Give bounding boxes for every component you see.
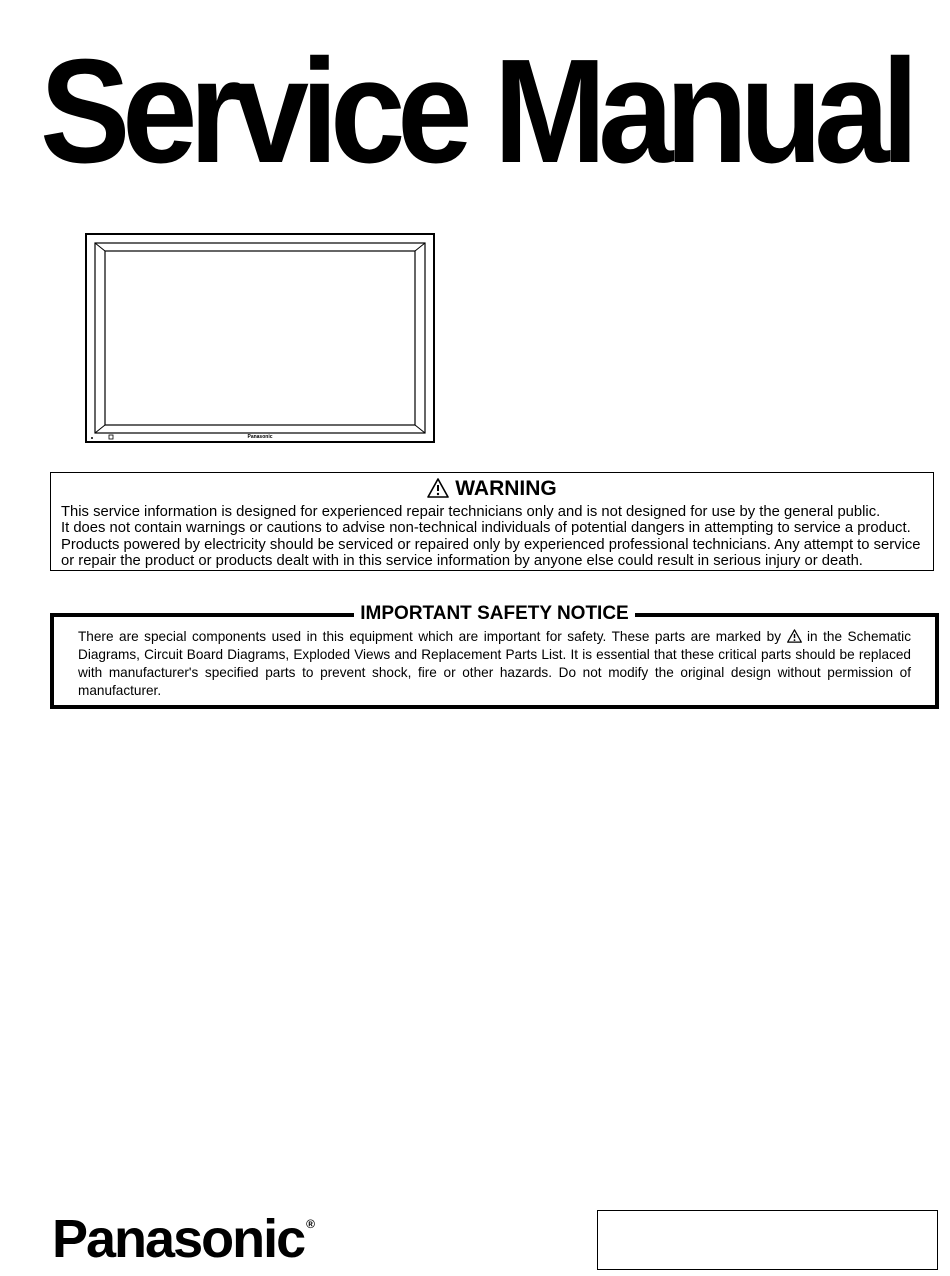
- brand-logo: [52, 1209, 315, 1269]
- warning-line: Products powered by electricity should be serviced or repaired only by experienced professional technicians. Any attempt to service: [61, 536, 921, 553]
- registered-mark: ®: [306, 1217, 315, 1231]
- display-bezel: [95, 243, 425, 433]
- safety-notice-box: [50, 603, 939, 709]
- display-brand-mark: Panasonic: [247, 434, 273, 440]
- model-number-box: [597, 1210, 938, 1270]
- warning-line: or repair the product or products dealt with in this service information by anyone else could result in serious injury or death.: [61, 553, 863, 570]
- display-screen: [105, 251, 415, 425]
- warning-line: It does not contain warnings or cautions to advise non-technical individuals of potential dangers in attempting to service a product.: [61, 520, 911, 537]
- power-button: [109, 435, 113, 439]
- warning-line: This service information is designed for experienced repair technicians only and is not designed for use by the general public.: [61, 504, 881, 520]
- plasma-display-illustration: [85, 233, 435, 443]
- safety-text-part-1: There are special components used in this equipment which are important for safety. These parts are marked by: [78, 629, 781, 644]
- warning-triangle-icon: [787, 629, 802, 643]
- safety-text-part-2: in the Schematic Diagrams, Circuit Board Diagrams, Exploded Views and Replacement Parts List. It is essential that these critical parts should be replaced with manufacturer's specified parts to prevent shock, fire or other hazards. Do not modify the original design without permission of manufacturer.: [78, 629, 911, 698]
- warning-triangle-icon: [427, 478, 449, 498]
- safety-notice-text: [78, 628, 911, 700]
- warning-text: [61, 504, 927, 570]
- document-title: Service Manual: [40, 29, 911, 194]
- warning-box: [50, 472, 934, 571]
- power-indicator: [91, 437, 93, 439]
- warning-heading-label: WARNING: [455, 477, 557, 500]
- display-outer-frame: [86, 234, 434, 442]
- safety-notice-heading: [54, 602, 935, 626]
- safety-notice-heading-label: IMPORTANT SAFETY NOTICE: [354, 603, 634, 624]
- warning-heading: [51, 477, 933, 501]
- brand-name: Panasonic: [52, 1209, 305, 1269]
